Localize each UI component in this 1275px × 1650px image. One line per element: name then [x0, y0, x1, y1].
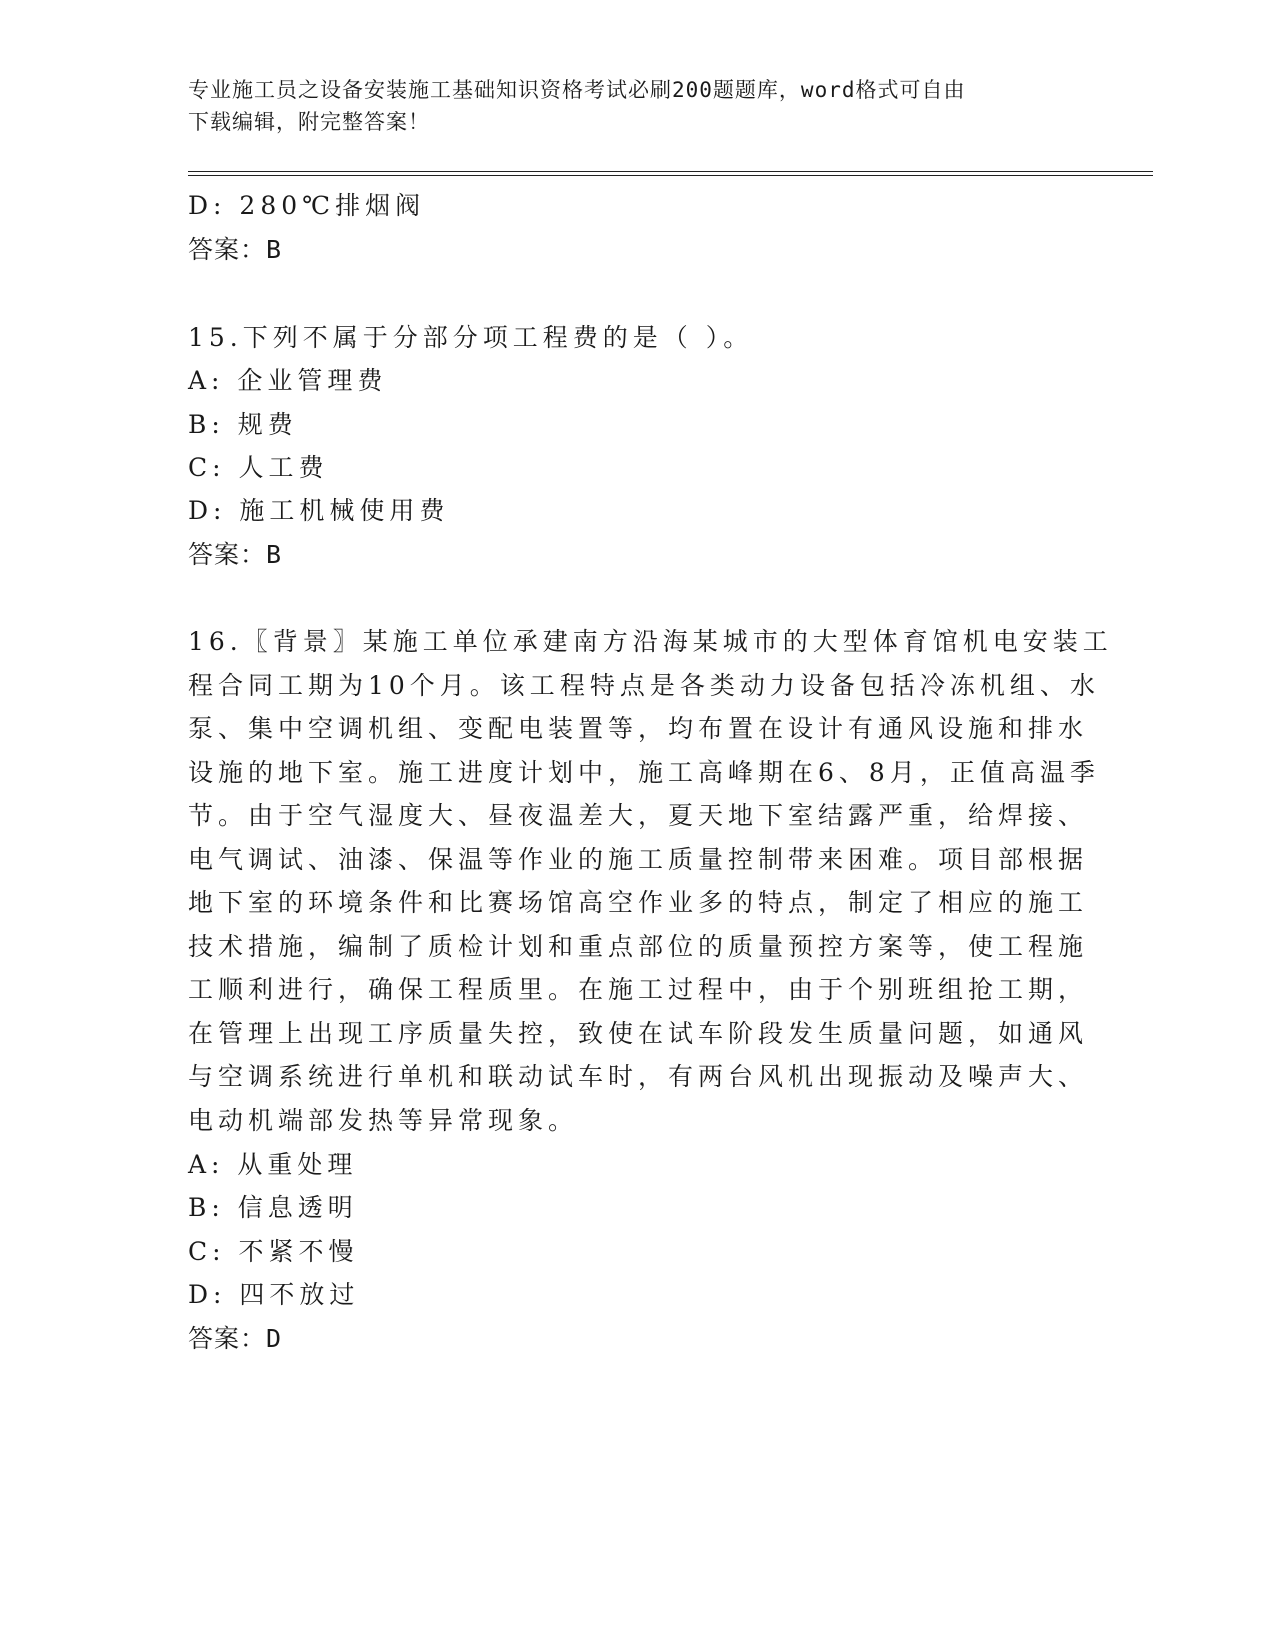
q15-answer-value: B [266, 540, 283, 569]
header-rule-top [188, 171, 1153, 172]
q15-stem: 15.下列不属于分部分项工程费的是（ ）。 [188, 323, 754, 352]
header-rule-bottom [188, 175, 1153, 176]
header-title-line-2: 下载编辑，附完整答案！ [188, 110, 430, 134]
q16-stem-line: 泵、集中空调机组、变配电装置等，均布置在设计有通风设施和排水 [188, 714, 1089, 743]
q16-stem-line: 节。由于空气湿度大、昼夜温差大，夏天地下室结露严重，给焊接、 [188, 801, 1089, 830]
q14-option-d: D: 280℃排烟阀 [188, 191, 426, 220]
q16-stem-line: 与空调系统进行单机和联动试车时，有两台风机出现振动及噪声大、 [188, 1062, 1089, 1091]
q16-stem-line: 地下室的环境条件和比赛场馆高空作业多的特点，制定了相应的施工 [188, 888, 1089, 917]
q15-answer-label: 答案： [188, 540, 267, 569]
q15-option-a: A: 企业管理费 [188, 366, 388, 395]
q16-stem-line: 在管理上出现工序质量失控，致使在试车阶段发生质量问题，如通风 [188, 1019, 1089, 1048]
q16-answer [188, 1319, 282, 1355]
q16-option-c: C: 不紧不慢 [188, 1237, 359, 1266]
q15-option-d: D: 施工机械使用费 [188, 496, 450, 525]
q15-answer [188, 535, 282, 571]
q16-option-b: B: 信息透明 [188, 1193, 358, 1222]
q16-stem-line: 16.〖背景〗某施工单位承建南方沿海某城市的大型体育馆机电安装工 [188, 627, 1113, 656]
q14-answer-value: B [266, 235, 283, 264]
q14-answer [188, 230, 282, 266]
q16-option-d: D: 四不放过 [188, 1280, 360, 1309]
q15-option-c: C: 人工费 [188, 453, 329, 482]
q16-stem-line: 程合同工期为10个月。该工程特点是各类动力设备包括冷冻机组、水 [188, 671, 1100, 700]
q15-option-b: B: 规费 [188, 410, 298, 439]
q16-stem-line: 电动机端部发热等异常现象。 [188, 1106, 579, 1135]
q16-answer-label: 答案： [188, 1324, 267, 1353]
header-title-line-1: 专业施工员之设备安装施工基础知识资格考试必刷200题题库，word格式可自由 [188, 78, 966, 102]
q16-answer-value: D [266, 1324, 283, 1353]
q16-stem-line: 电气调试、油漆、保温等作业的施工质量控制带来困难。项目部根据 [188, 845, 1089, 874]
q14-answer-label: 答案： [188, 235, 267, 264]
q16-stem-line: 设施的地下室。施工进度计划中，施工高峰期在6、8月，正值高温季 [188, 758, 1100, 787]
q16-stem-line: 技术措施，编制了质检计划和重点部位的质量预控方案等，使工程施 [188, 932, 1089, 961]
q16-stem-line: 工顺利进行，确保工程质里。在施工过程中，由于个别班组抢工期， [188, 975, 1089, 1004]
q16-option-a: A: 从重处理 [188, 1150, 358, 1179]
